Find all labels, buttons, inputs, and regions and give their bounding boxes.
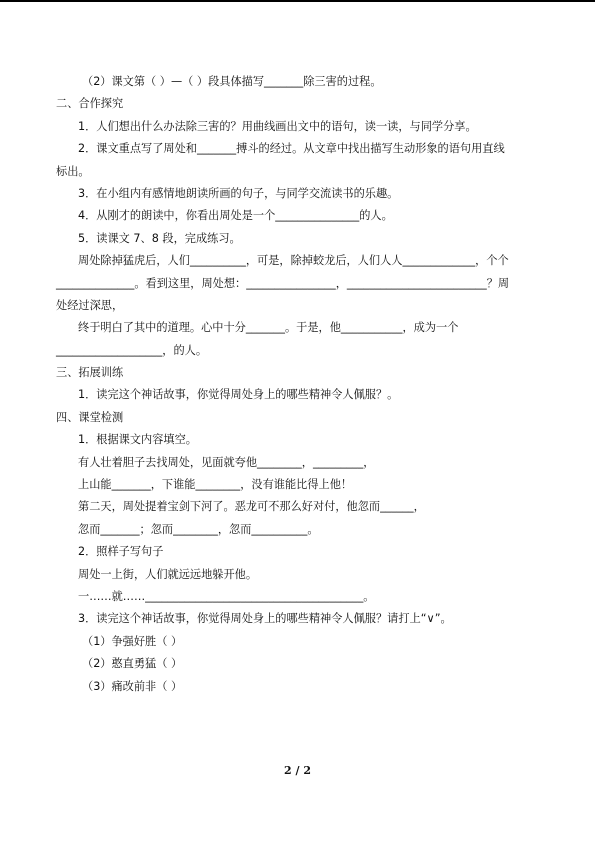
page-number: 2 / 2 [284, 764, 311, 777]
section-heading-extension: 三、拓展训练 [56, 366, 124, 380]
fill-blank-line-4: 忽而_______；忽而________，忽而__________。 [78, 522, 319, 536]
section-heading-cooperative-inquiry: 二、合作探究 [56, 97, 124, 111]
question-4: 4．从刚才的朗读中，你看出周处是一个_______________的人。 [78, 209, 393, 223]
question-1: 1．人们想出什么办法除三害的？用曲线画出文中的语句，读一读，与同学分享。 [78, 119, 477, 133]
choice-option-3: （3）痛改前非（ ） [82, 679, 183, 693]
worksheet-content [56, 74, 546, 701]
item-2-passage-range: （2）课文第（ ）—（ ）段具体描写_______除三害的过程。 [82, 75, 382, 88]
section-heading-class-test: 四、课堂检测 [56, 410, 124, 424]
question-2: 2．课文重点写了周处和_______搏斗的经过。从文章中找出描写生动形象的语句用直线 [78, 142, 505, 156]
exercise-paragraph-line-3: 处经过深思， [56, 298, 124, 312]
top-border-line [0, 0, 595, 2]
question-2-continued: 标出。 [56, 164, 90, 178]
choice-option-1: （1）争强好胜（ ） [82, 634, 183, 648]
fill-blank-line-3: 第二天，周处提着宝剑下河了。恶龙可不那么好对付，他忽而______， [78, 500, 425, 514]
fill-blank-line-1: 有人壮着胆子去找周处，见面就夸他________，_________， [78, 455, 375, 469]
exercise-paragraph-line-5: ___________________，的人。 [56, 343, 208, 357]
test-question-1: 1．根据课文内容填空。 [78, 433, 197, 447]
test-question-3: 3．读完这个神话故事，你觉得周处身上的哪些精神令人佩服？请打上“∨”。 [78, 612, 452, 626]
example-sentence: 周处一上街，人们就远远地躲开他。 [78, 567, 258, 581]
extension-question-1: 1．读完这个神话故事，你觉得周处身上的哪些精神令人佩服？。 [78, 388, 399, 402]
exercise-paragraph-line-4: 终于明白了其中的道理。心中十分_______。于是，他___________，成为一个 [78, 321, 459, 335]
choice-option-2: （2）憨直勇猛（ ） [82, 657, 183, 671]
exercise-paragraph-line-1: 周处除掉猛虎后，人们__________，可是，除掉蛟龙后，人们人人_____________，个个 [78, 254, 509, 268]
sentence-pattern-blank: 一……就……_______________________________________。 [78, 589, 375, 603]
test-question-2: 2．照样子写句子 [78, 545, 164, 559]
fill-blank-line-2: 上山能_______，下谁能________，没有谁能比得上他！ [78, 478, 353, 492]
question-5: 5．读课文 7、8 段，完成练习。 [78, 231, 241, 245]
exercise-paragraph-line-2: ______________。看到这里，周处想：________________，_________________________？周 [56, 276, 510, 290]
question-3: 3．在小组内有感情地朗读所画的句子，与同学交流读书的乐趣。 [78, 186, 399, 200]
